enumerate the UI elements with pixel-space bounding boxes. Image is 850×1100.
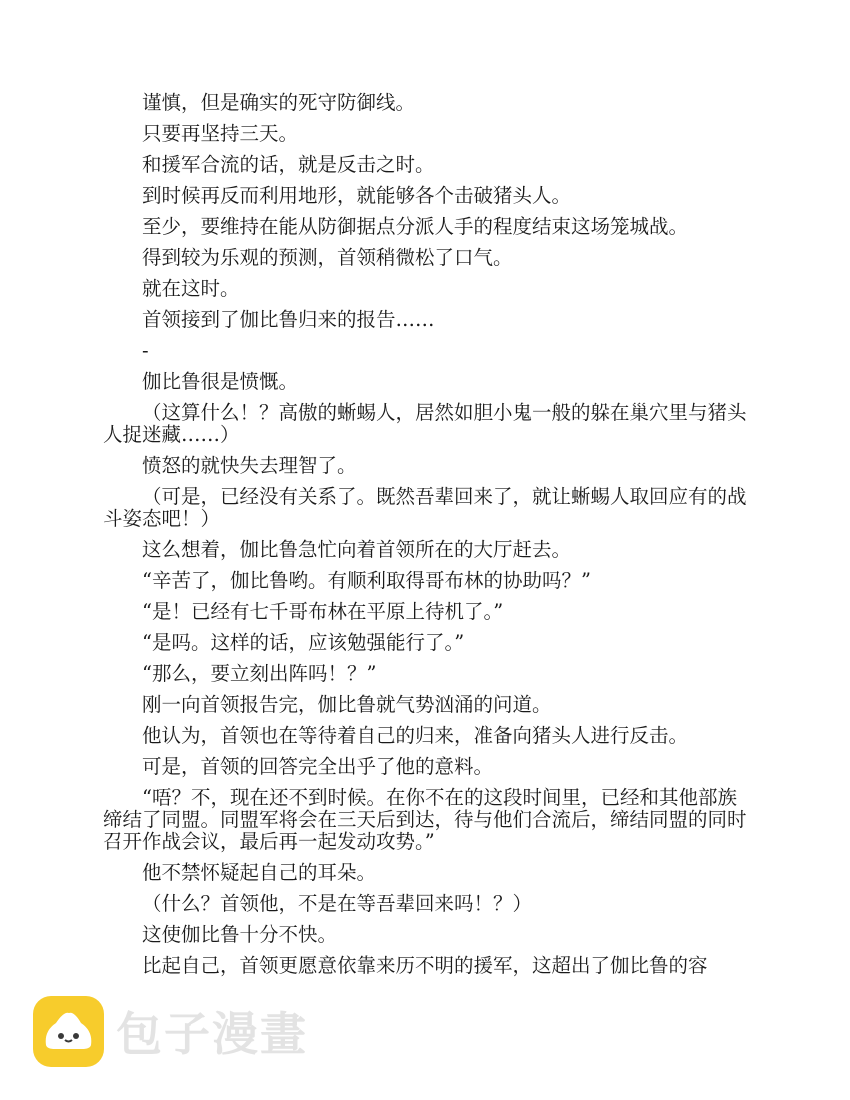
watermark	[33, 995, 308, 1067]
paragraph: 伽比鲁很是愤慨。	[142, 370, 299, 393]
paragraph: 至少，要维持在能从防御据点分派人手的程度结束这场笼城战。	[142, 215, 689, 238]
paragraph: （什么？首领他，不是在等吾辈回来吗！？）	[142, 892, 533, 915]
paragraph: 谨慎，但是确实的死守防御线。	[142, 91, 416, 114]
paragraph: 比起自己，首领更愿意依靠来历不明的援军，这超出了伽比鲁的容	[142, 954, 708, 977]
paragraph: 和援军合流的话，就是反击之时。	[142, 153, 435, 176]
watermark-text: 包子漫畫	[116, 1007, 308, 1061]
text-body	[103, 92, 748, 986]
paragraph: 这使伽比鲁十分不快。	[142, 923, 338, 946]
bun-logo-icon	[33, 996, 104, 1067]
paragraph: “辛苦了，伽比鲁哟。有顺利取得哥布林的协助吗？”	[142, 569, 591, 592]
paragraph: （可是，已经没有关系了。既然吾辈回来了，就让蜥蜴人取回应有的战斗姿态吧！）	[103, 485, 747, 530]
paragraph: “是吗。这样的话，应该勉强能行了。”	[142, 631, 465, 654]
paragraph: 到时候再反而利用地形，就能够各个击破猪头人。	[142, 184, 572, 207]
paragraph: （这算什么！？高傲的蜥蜴人，居然如胆小鬼一般的躲在巢穴里与猪头人捉迷藏……）	[103, 401, 747, 446]
paragraph: 愤怒的就快失去理智了。	[142, 454, 357, 477]
paragraph: 他不禁怀疑起自己的耳朵。	[142, 861, 377, 884]
paragraph: 可是，首领的回答完全出乎了他的意料。	[142, 755, 494, 778]
paragraph: 这么想着，伽比鲁急忙向着首领所在的大厅赶去。	[142, 538, 572, 561]
paragraph: 就在这时。	[142, 277, 240, 300]
paragraph: 他认为，首领也在等待着自己的归来，准备向猪头人进行反击。	[142, 724, 689, 747]
paragraph: “那么，要立刻出阵吗！？”	[142, 662, 377, 685]
paragraph: “唔？不，现在还不到时候。在你不在的这段时间里，已经和其他部族缔结了同盟。同盟军将会在三天后到达，待与他们合流后，缔结同盟的同时召开作战会议，最后再一起发动攻势。”	[103, 786, 747, 853]
paragraph: 刚一向首领报告完，伽比鲁就气势汹涌的问道。	[142, 693, 552, 716]
paragraph: 只要再坚持三天。	[142, 122, 299, 145]
paragraph: 得到较为乐观的预测，首领稍微松了口气。	[142, 246, 513, 269]
paragraph: 首领接到了伽比鲁归来的报告……	[142, 308, 435, 331]
section-divider: -	[142, 339, 149, 362]
paragraph: “是！已经有七千哥布林在平原上待机了。”	[142, 600, 504, 623]
